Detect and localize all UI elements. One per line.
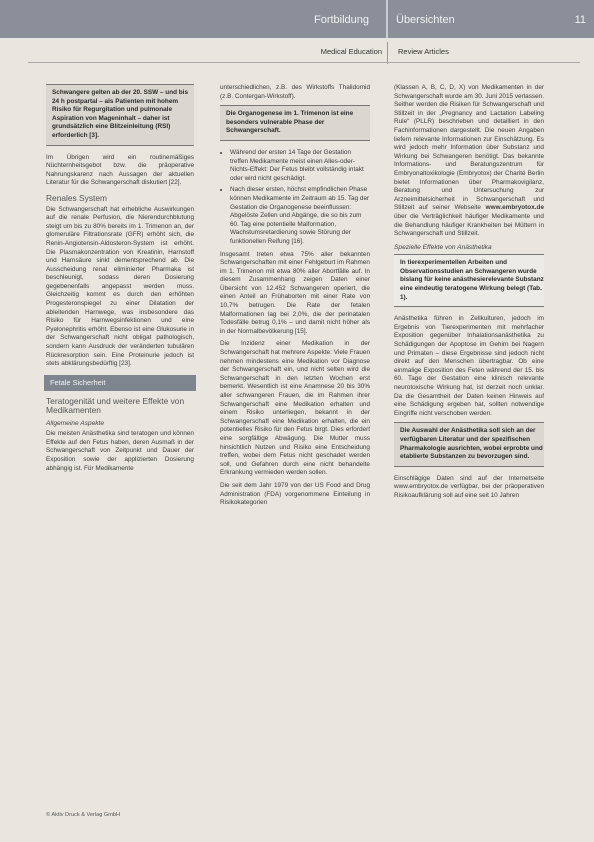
paragraph: Die meisten Anästhetika sind teratogen und können Effekte auf den Fetus haben, deren Ausmaß in der Schwangerschaft von Zeitpunkt und Dauer der Exposition sowie der applizierten Dosierung abhängig ist. Für Medikamente [46, 430, 194, 472]
paragraph [394, 84, 544, 239]
section-tab-uebersichten[interactable]: Übersichten [396, 14, 455, 26]
paragraph: Die seit dem Jahr 1979 von der US Food and Drug Administration (FDA) vorgenommene Einteilung in Risikokategorien [220, 481, 370, 507]
paragraph: Die Inzidenz einer Medikation in der Schwangerschaft hat mehrere Aspekte: Viele Frauen nehmen mindestens eine Medikation vor Diagnose der Schwangerschaft ein, und nicht selten wird die Schwangerschaft in den letzten Wochen erst bemerkt. Wesentlich ist eine Anamnese 20 bis 30% aller schwangeren Frauen, die im Rahmen ihrer Schwangerschaft eine Medikation erhalten und einem Risiko unterliegen, bekannt in der Schwangerschaft eine Medikation erhalten, die ein potentielles Risiko für den Fetus birgt. Dies erfordert eine sorgfältige Abwägung. Die Mutter muss hinsichtlich Nutzen und Risiko eine Entscheidung treffen, wobei dem Fetus nicht geschadet werden soll, und Gefahren durch eine nicht behandelte Erkrankung vermieden werden sollen. [220, 340, 370, 477]
footer-copyright: © Aktiv Druck & Verlag GmbH [46, 812, 121, 818]
paragraph: Insgesamt treten etwa 75% aller bekannten Schwangerschaften mit einer Fehlgeburt im Rahmen im 1. Trimenon mit etwa 80% aller Abortfälle auf. In diesem Zusammenhang zeigen Daten einer Übersicht von 12.452 Schwangeren operiert, die einen Anteil an Frühaborten mit einer Rate von 10,7% betrugen. Die Rate der fetalen Malformationen lag bei 2,0%, die der perinatalen Todesfälle betrug 0,1% – und damit nicht höher als in der Normalbevölkerung [15]. [220, 250, 370, 335]
page-number: 11 [574, 14, 586, 26]
list-item: • Während der ersten 14 Tage der Gestation treffen Medikamente meist einen Alles-oder-Nichts-Effekt: Der Fetus bleibt vollständig intakt oder wird nicht geschädigt. [230, 149, 370, 183]
highlight-box: In tierexperimentellen Arbeiten und Observationsstudien an Schwangeren wurde bislang für keine anästhesierelevante Substanz eine eindeutig teratogene Wirkung belegt (Tab. 1). [394, 254, 544, 307]
list-item: • Nach dieser ersten, höchst empfindlichen Phase können Medikamente im Zeitraum ab 15. Tag der Gestation die Organogenese beeinflussen: Abgelöste Zellen und Abgänge, die so bis zum 60. Tag eine potentielle Malformation, Wachstumsretardierung sowie Störung der funktionellen Reifung [16]. [230, 186, 370, 246]
sub-header-divider [387, 42, 388, 64]
paragraph: Die Schwangerschaft hat erhebliche Auswirkungen auf die renale Perfusion, die Nierendurchblutung steigt um bis zu 80% bereits im 1. Trimenon an, der glomeruläre Filtrationsrate (GFR) erhöht sich, die Renin-Angiotensin-Aldosteron-System ist erhöht. Die Plasmakonzentration von Kreatinin, Harnstoff und Harnsäure sinkt dementsprechend ab. Die Ausscheidung renal eliminierter Pharmaka ist beschleunigt, sodass deren Dosierung gegebenenfalls angepasst werden muss. Gleichzeitig kommt es durch den erhöhten Progesteronspiegel zu einer Dilatation der ableitenden Harnwege, was insbesondere das Risiko für Harnwegsinfektionen und eine Pyelonephritis erhöht. Ebenso ist eine Glukosurie in der Schwangerschaft nicht obligat pathologisch, sondern kann Ausdruck der veränderten tubulären Rückresorption sein. Eine Proteinurie jedoch ist stets abklärungsbedürftig [23]. [46, 205, 194, 368]
embryotox-link[interactable]: www.embryotox.de [485, 204, 544, 212]
paragraph: Anästhetika führen in Zellkulturen, jedoch im Ergebnis von Tierexperimenten mit mehrfacher Exposition gegenüber Inhalationsanästhetika zu Schädigungen der Apoptose im Gehirn bei Nagern und Primaten – diese Ergebnisse sind jedoch nicht direkt auf den Menschen übertragbar. Ob eine einmalige Exposition des Feten während der 15. bis 60. Tage der Gestation eine klinisch relevante neurotoxische Wirkung hat, ist derzeit noch unklar. Da die Gesamtheit der Daten keinen Hinweis auf eine Schädigung ergeben hat, sollten notwendige Eingriffe nicht verschoben werden. [394, 315, 544, 417]
section-heading: Teratogenität und weitere Effekte von Medikamenten [46, 396, 185, 415]
paragraph: Einschlägige Daten sind auf der Internetseite www.embryotox.de verfügbar, bei der präoperativen Risikoaufklärung soll auf eine seit 10 Jahren [394, 474, 544, 499]
column-3 [394, 84, 544, 505]
header-band [0, 0, 594, 38]
paragraph-text: über die Verträglichkeit häufiger Medikamente und die Behandlung häufiger Krankheiten bei Müttern in Schwangerschaft und Stillzeit. [394, 212, 544, 238]
column-2 [220, 84, 370, 512]
section-bar: Fetale Sicherheit [44, 375, 196, 392]
subsection-heading: Spezielle Effekte von Anästhetika [394, 243, 492, 251]
header-rule [28, 62, 580, 63]
paragraph-text: (Klassen A, B, C, D, X) von Medikamenten in der Schwangerschaft wurde am 30. Juni 2015 verlassen. Seither werden die Risiken für Schwangerschaft und Stillzeit in der „Pregnancy and Lactation Labeling Rule“ (PLLR) beschrieben und detailliert in den Fachinformationen dargestellt. Die neuen Angaben liefern relevante Informationen zur Einschätzung. Es wird jedoch mehr Information über Substanz und Wirkung bei Schwangeren benötigt. Das bekannte Informations- und Beratungszentrum für Embryonaltoxikologie (Embryotox) der Charité Berlin bietet Informationen über Pharmakovigilanz, Beratung und Untersuchung zur Arzneimittelsicherheit in Schwangerschaft und Stillzeit auf seiner Webseite [394, 84, 544, 212]
section-tab-fortbildung[interactable]: Fortbildung [314, 14, 370, 26]
highlight-box: Die Organogenese im 1. Trimenon ist eine besonders vulnerable Phase der Schwangerschaft. [220, 105, 370, 141]
section-heading: Renales System [46, 192, 107, 203]
paragraph: unterschiedlichen, z.B. des Wirkstoffs Thalidomid (z.B. Contergan-Wirkstoff). [220, 84, 370, 100]
highlight-box: Die Auswahl der Anästhetika soll sich an der verfügbaren Literatur und der spezifischen Pharmakologie ausrichten, wobei erprobte und etablierte Substanzen zu bevorzugen sind. [394, 422, 544, 466]
highlight-box: Schwangere gelten ab der 20. SSW – und bis 24 h postpartal – als Patienten mit hohem Risiko für Regurgitation und pulmonale Aspiration von Mageninhalt – daher ist grundsätzlich eine Blitzeinleitung (RSI) erforderlich [3]. [46, 84, 194, 146]
paragraph: Im Übrigen wird ein routinemäßiges Nüchternheitsgebot bzw. die präoperative Nahrungskarenz nach Aussagen der aktuellen Literatur für die Schwangerschaft diskutiert [22]. [46, 153, 194, 187]
column-1 [46, 89, 194, 477]
bullet-list [220, 149, 370, 247]
subsection-heading: Allgemeine Aspekte [46, 419, 105, 427]
sub-header-left: Medical Education [320, 47, 382, 56]
sub-header-right: Review Articles [398, 47, 449, 56]
header-divider [386, 0, 388, 38]
